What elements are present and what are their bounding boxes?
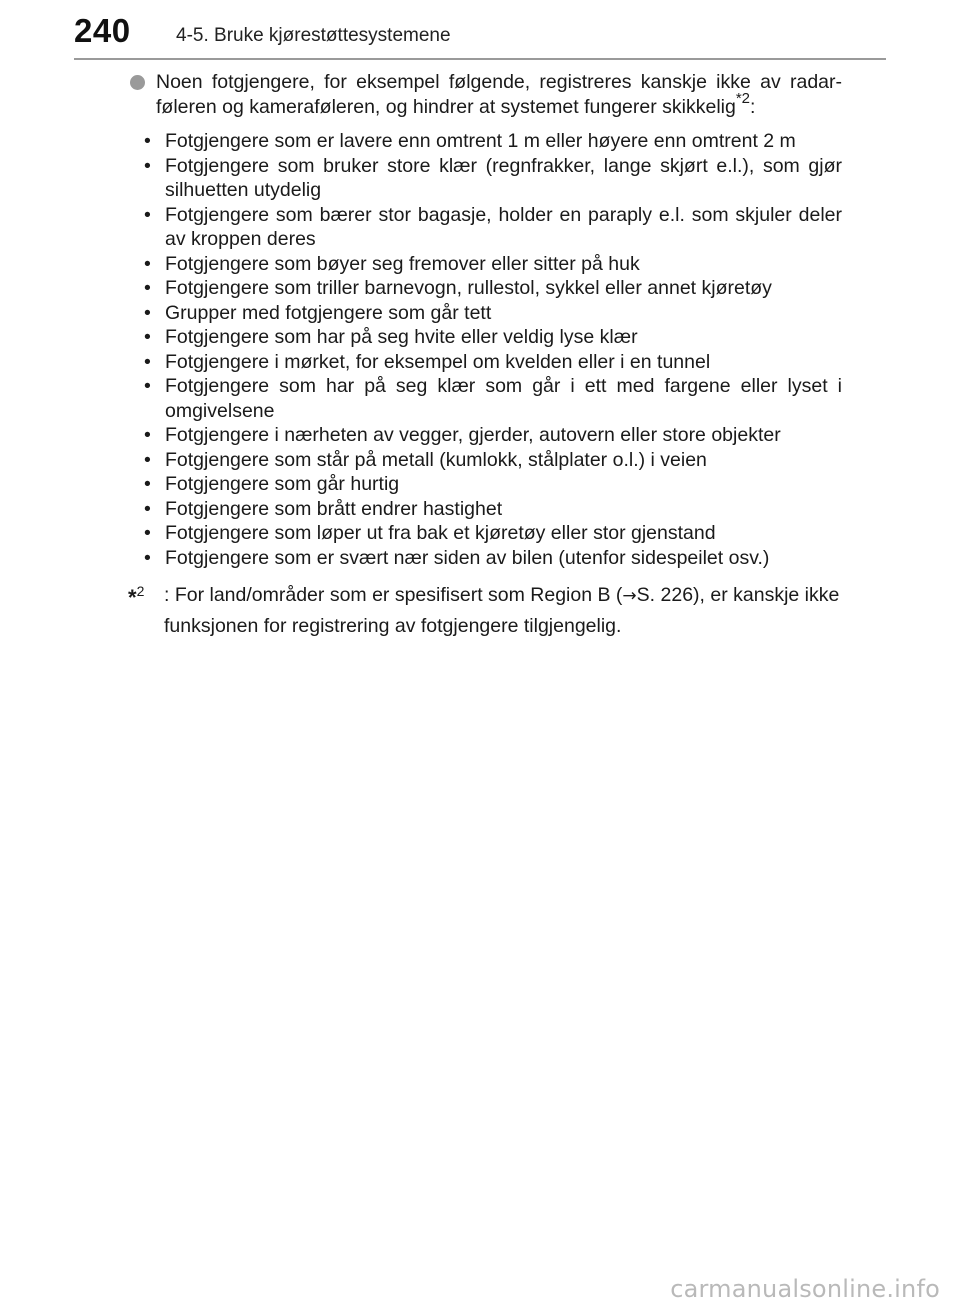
list-item: • Fotgjengere som triller barnevogn, rullestol, sykkel eller annet kjøretøy (144, 276, 842, 301)
header-divider (74, 58, 886, 60)
list-item: • Fotgjengere som har på seg hvite eller veldig lyse klær (144, 325, 842, 350)
list-item: • Grupper med fotgjengere som går tett (144, 301, 842, 326)
list-item: • Fotgjengere som går hurtig (144, 472, 842, 497)
list-item: • Fotgjengere som står på metall (kumlokk, stålplater o.l.) i veien (144, 448, 842, 473)
section-title: 4-5. Bruke kjørestøttesystemene (176, 25, 451, 46)
intro-suffix: : (750, 95, 756, 118)
watermark: carmanualsonline.info (670, 1275, 940, 1303)
footnote-reference: *2 (735, 90, 751, 107)
footnote-text-before: : For land/områder som er spesifisert som Region B ( (164, 584, 623, 606)
footnote-text-after: S. 226), er kanskje ikke funksjonen for registrering av fotgjengere tilgjengelig. (164, 584, 840, 637)
page-content (130, 70, 842, 641)
footnote-number: 2 (136, 583, 145, 599)
list-item: • Fotgjengere som løper ut fra bak et kjøretøy eller stor gjenstand (144, 521, 842, 546)
list-item: • Fotgjengere som bruker store klær (regnfrakker, lange skjørt e.l.), som gjør silhuetten utydelig (144, 154, 842, 203)
right-arrow-icon: → (622, 586, 637, 606)
list-item: • Fotgjengere som brått endrer hastighet (144, 497, 842, 522)
footnote-marker (128, 580, 144, 612)
list-item: • Fotgjengere som bærer stor bagasje, holder en paraply e.l. som skjuler deler av kroppen deres (144, 203, 842, 252)
asterisk: * (128, 585, 137, 610)
list-item: • Fotgjengere som har på seg klær som går i ett med fargene eller lyset i omgivelsene (144, 374, 842, 423)
round-bullet-icon (130, 75, 145, 90)
list-item: • Fotgjengere som er lavere enn omtrent 1 m eller høyere enn omtrent 2 m (144, 129, 842, 154)
list-item: • Fotgjengere i mørket, for eksempel om kvelden eller i en tunnel (144, 350, 842, 375)
pedestrian-list (130, 129, 842, 570)
page-header (0, 0, 960, 52)
page-number: 240 (74, 12, 131, 49)
intro-paragraph (130, 70, 842, 119)
intro-text: Noen fotgjengere, for eksempel følgende, registreres kanskje ikke av radar-føleren og kameraføleren, og hindrer at systemet fungerer skikkelig (156, 71, 842, 118)
list-item: • Fotgjengere som bøyer seg fremover eller sitter på huk (144, 252, 842, 277)
list-item: • Fotgjengere i nærheten av vegger, gjerder, autovern eller store objekter (144, 423, 842, 448)
list-item: • Fotgjengere som er svært nær siden av bilen (utenfor sidespeilet osv.) (144, 546, 842, 571)
footnote (130, 580, 842, 641)
